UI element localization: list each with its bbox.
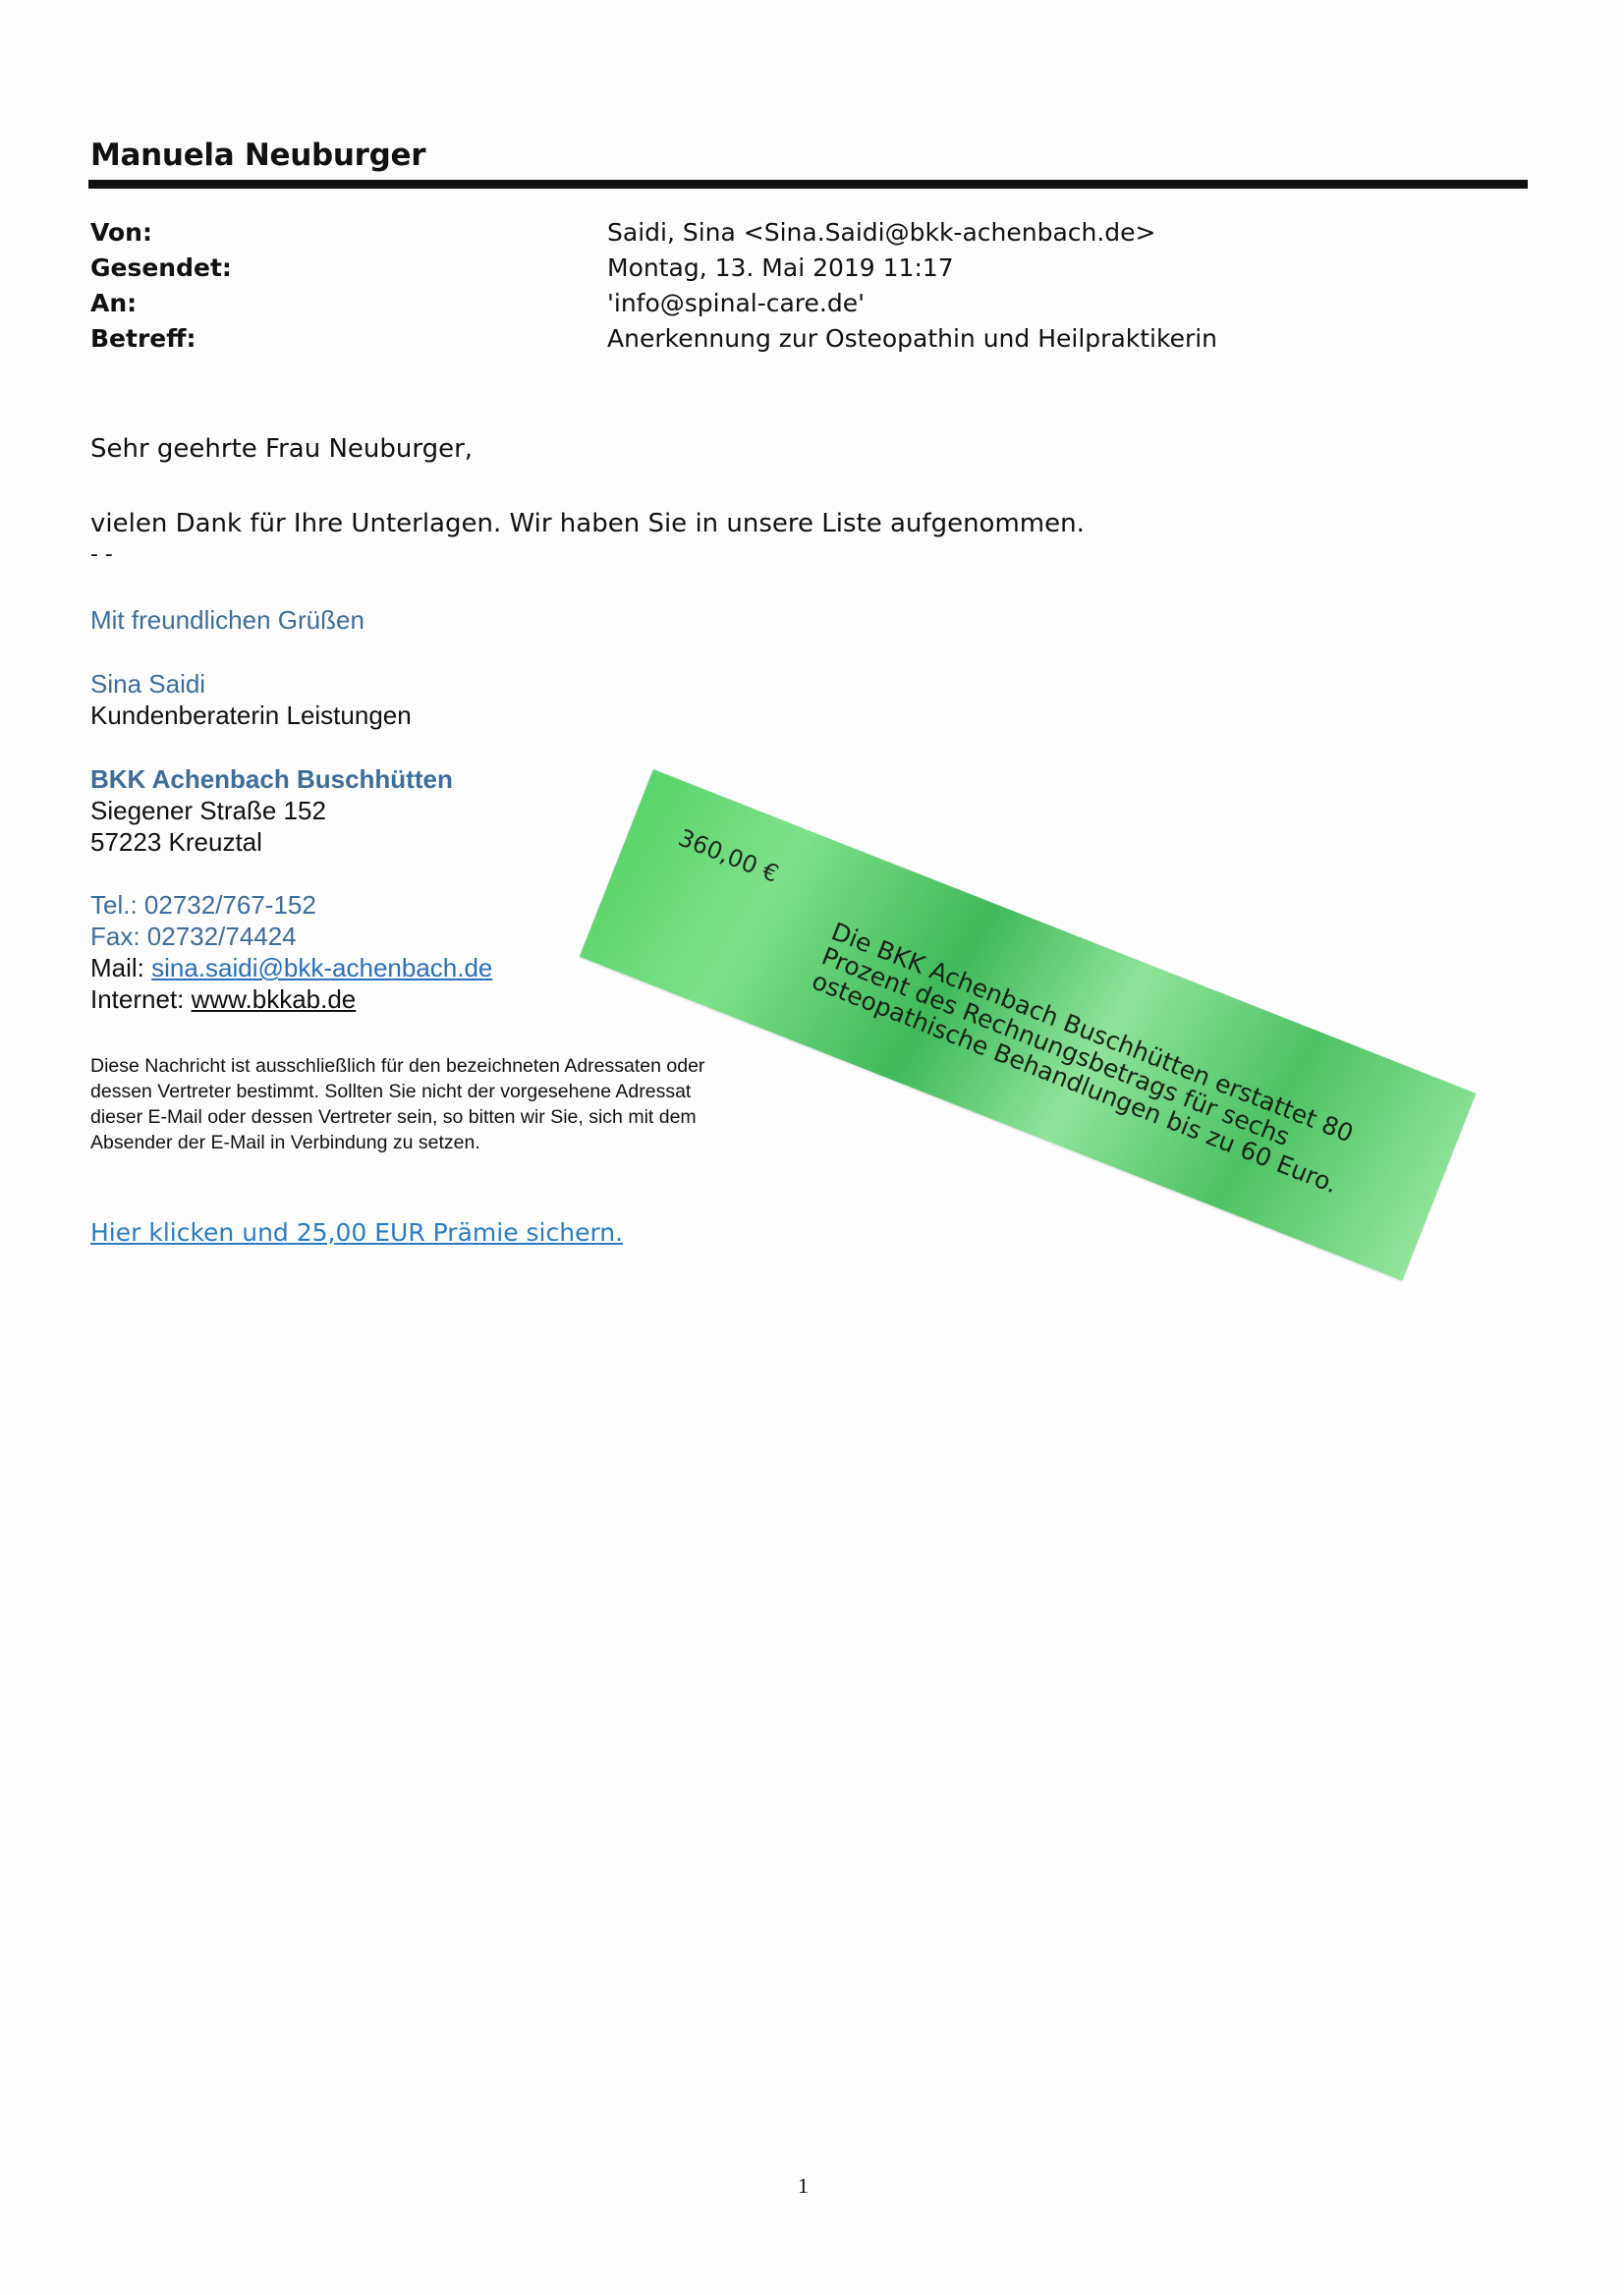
signature-tel: Tel.: 02732/767-152 (90, 890, 316, 920)
signature-street: Siegener Straße 152 (90, 796, 326, 825)
header-to-value: 'info@spinal-care.de' (607, 289, 865, 317)
signature-city: 57223 Kreuztal (90, 827, 262, 857)
header-from-row (90, 218, 1535, 253)
green-note-strip (580, 769, 1477, 1281)
signature-mail-row (90, 953, 492, 983)
signature-mail-link[interactable]: sina.saidi@bkk-achenbach.de (151, 953, 493, 982)
header-from-value: Saidi, Sina <Sina.Saidi@bkk-achenbach.de> (607, 218, 1156, 247)
signature-internet-row (90, 984, 356, 1015)
promo-link[interactable]: Hier klicken und 25,00 EUR Prämie sichern. (90, 1218, 624, 1247)
disclaimer: Diese Nachricht ist ausschließlich für den bezeichneten Adressaten oder dessen Vertreter bestimmt. Sollten Sie nicht der vorgesehene Adressat dieser E-Mail oder dessen Vertreter sein, so bitten wir Sie, sich mit dem Absender der E-Mail in Verbindung zu setzen. (90, 1055, 705, 1153)
page-number: 1 (798, 2173, 809, 2198)
strip-note-text: Die BKK Achenbach Buschhütten erstattet 80 Prozent des Rechnungsbetrags für sechs osteopathische Behandlungen bis zu 60 Euro. (808, 917, 1358, 1200)
header-sent-value: Montag, 13. Mai 2019 11:17 (607, 253, 954, 282)
signature-internet-link[interactable]: www.bkkab.de (191, 984, 357, 1014)
header-subject-label: Betreff: (90, 324, 196, 353)
signature-separator: - - (90, 542, 113, 567)
signature-name: Sina Saidi (90, 669, 206, 699)
signature-internet-label: Internet: (90, 984, 192, 1014)
greeting: Sehr geehrte Frau Neuburger, (90, 434, 474, 464)
header-to-label: An: (90, 289, 138, 317)
message-body: vielen Dank für Ihre Unterlagen. Wir haben Sie in unsere Liste aufgenommen. (90, 509, 1085, 538)
signature-title: Kundenberaterin Leistungen (90, 700, 412, 730)
header-subject-row (90, 324, 1535, 360)
strip-amount: 360,00 € (674, 823, 783, 888)
signature-mail-label: Mail: (90, 953, 152, 982)
header-subject-value: Anerkennung zur Osteopathin und Heilpraktikerin (607, 324, 1218, 353)
closing: Mit freundlichen Grüßen (90, 605, 364, 635)
header-rule (88, 180, 1528, 189)
signature-fax: Fax: 02732/74424 (90, 922, 297, 951)
mailbox-owner-name: Manuela Neuburger (90, 138, 426, 173)
signature-company: BKK Achenbach Buschhütten (90, 764, 453, 794)
header-from-label: Von: (90, 218, 152, 247)
header-sent-row (90, 253, 1535, 289)
header-to-row (90, 289, 1535, 324)
header-sent-label: Gesendet: (90, 253, 232, 282)
